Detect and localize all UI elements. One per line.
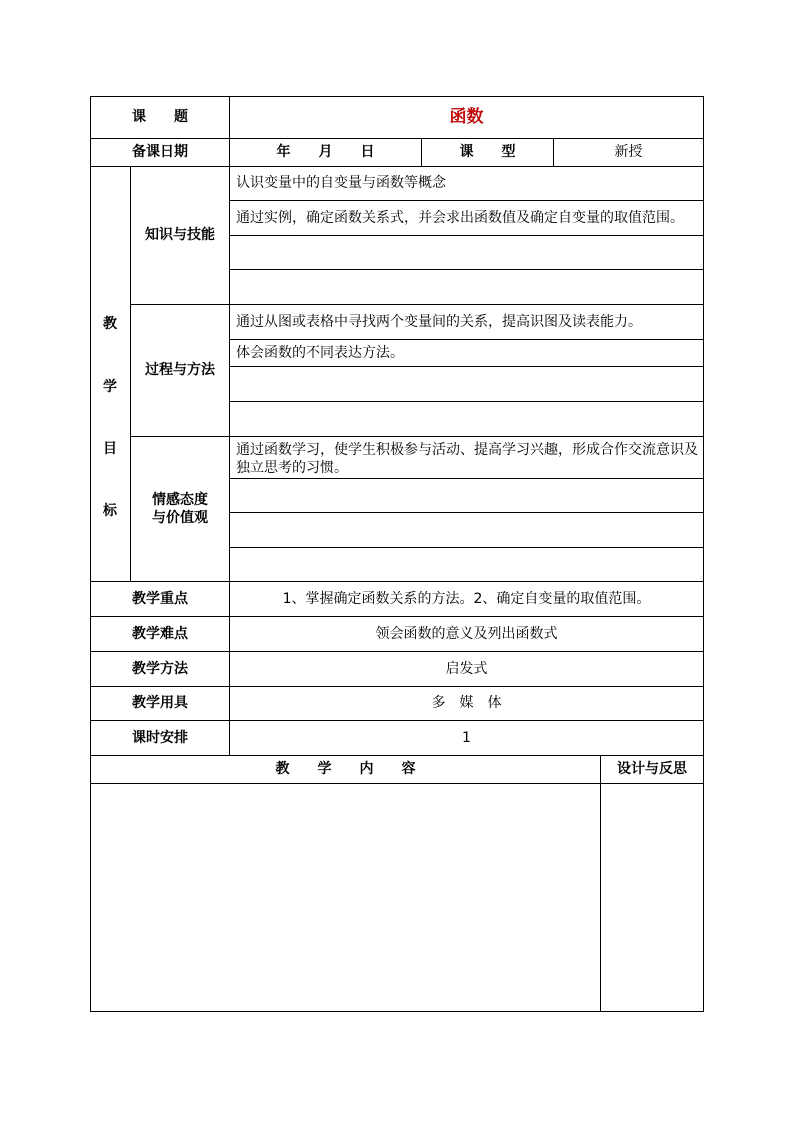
objectives-group-char: 标 [103, 503, 117, 519]
key-points-label: 教学重点 [132, 590, 188, 607]
emotion-item: 通过函数学习，使学生积极参与活动、提高学习兴趣，形成合作交流意识及独立思考的习惯。 [236, 442, 698, 477]
rule-bottom [90, 1011, 704, 1012]
objectives-group-char: 学 [103, 379, 117, 395]
method-label: 教学方法 [132, 660, 188, 677]
schedule-value: 1 [462, 729, 471, 746]
process-item: 体会函数的不同表达方法。 [236, 344, 404, 361]
knowledge-item [230, 236, 703, 269]
process-item [230, 402, 703, 436]
process-label: 过程与方法 [145, 362, 215, 379]
difficulties-label: 教学难点 [132, 625, 188, 642]
topic-label: 课 题 [132, 109, 188, 126]
process-item: 通过从图或表格中寻找两个变量间的关系，提高识图及读表能力。 [236, 313, 642, 330]
key-points-value: 1、掌握确定函数关系的方法。2、确定自变量的取值范围。 [282, 590, 651, 607]
rule [229, 547, 704, 548]
emotion-item [230, 479, 703, 512]
objectives-group-char: 目 [103, 441, 117, 457]
knowledge-label: 知识与技能 [145, 227, 215, 244]
schedule-label: 课时安排 [132, 729, 188, 746]
knowledge-item: 认识变量中的自变量与函数等概念 [236, 175, 446, 192]
content-area[interactable] [91, 784, 600, 1011]
knowledge-item [230, 270, 703, 304]
emotion-label [131, 437, 229, 581]
reflection-area[interactable] [601, 784, 703, 1011]
process-item [230, 367, 703, 401]
tools-value: 多 媒 体 [431, 695, 502, 712]
date-label: 备课日期 [132, 144, 188, 161]
emotion-item [230, 513, 703, 547]
method-value: 启发式 [445, 660, 488, 677]
topic-value: 函数 [449, 107, 484, 128]
knowledge-item: 通过实例，确定函数关系式，并会求出函数值及确定自变量的取值范围。 [236, 209, 684, 226]
tools-label: 教学用具 [132, 695, 188, 712]
reflection-header: 设计与反思 [617, 761, 687, 778]
type-label: 课 型 [459, 144, 516, 161]
objectives-group-char: 教 [103, 316, 117, 332]
type-value: 新授 [614, 144, 643, 161]
date-value: 年 月 日 [276, 144, 375, 161]
difficulties-value: 领会函数的意义及列出函数式 [375, 625, 558, 642]
emotion-label-line1: 情感态度 [152, 491, 208, 508]
content-header: 教 学 内 容 [275, 761, 416, 778]
emotion-label-line2: 与价值观 [152, 510, 208, 526]
rule-right [703, 96, 704, 1012]
